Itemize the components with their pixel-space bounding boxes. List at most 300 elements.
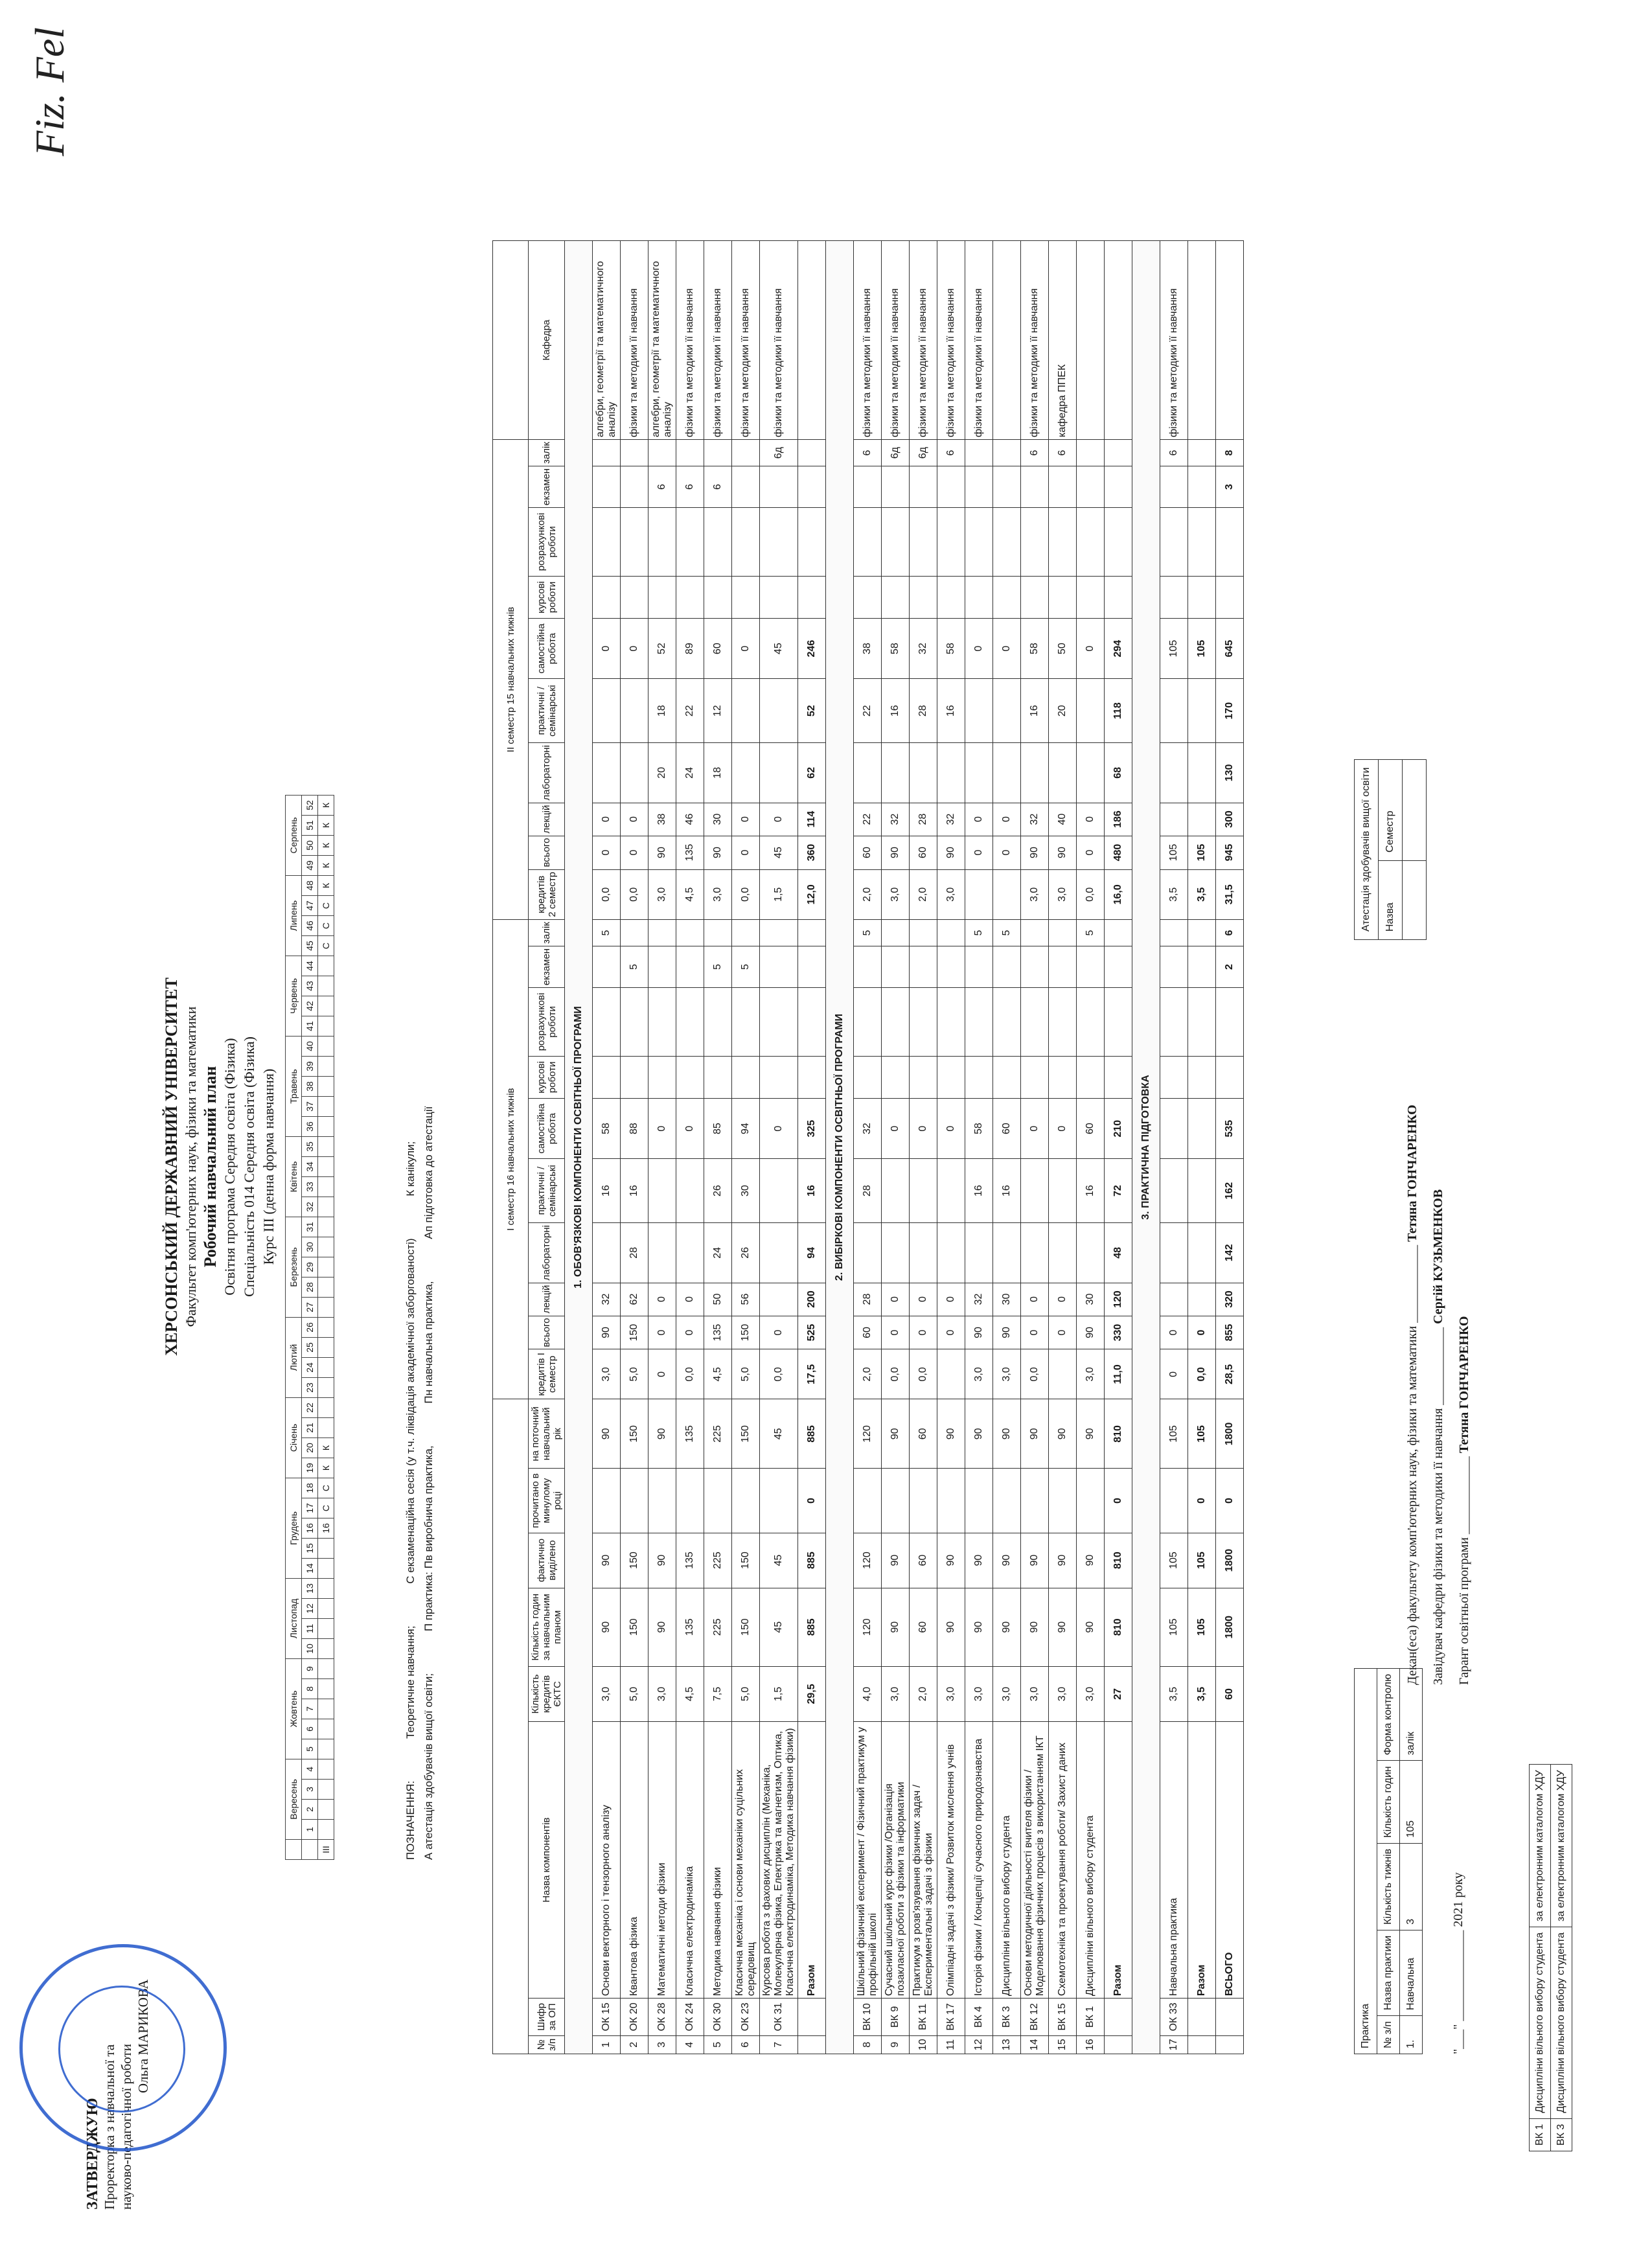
practice-cell: 1. <box>1400 2015 1423 2054</box>
table-cell: 1800 <box>1216 1533 1244 1588</box>
calendar-cell <box>318 956 334 976</box>
table-cell <box>910 743 937 803</box>
department: фізики та методики її навчання <box>965 241 993 440</box>
department: фізики та методики її навчання <box>1021 241 1049 440</box>
column-header: самостійна робота <box>529 1099 565 1159</box>
calendar-week: 5 <box>302 1739 318 1759</box>
table-cell: 0,0 <box>676 1349 704 1399</box>
table-cell <box>1216 2035 1244 2054</box>
table-cell: 28 <box>854 1283 882 1316</box>
table-cell: 3 <box>648 2035 676 2054</box>
calendar-cell <box>318 976 334 996</box>
table-cell: 90 <box>993 1533 1021 1588</box>
calendar-cell <box>318 1559 334 1579</box>
table-cell: 150 <box>732 1533 760 1588</box>
department: фізики та методики її навчання <box>1160 241 1188 440</box>
table-cell <box>648 988 676 1057</box>
calendar-cell <box>318 1077 334 1097</box>
table-cell <box>1077 988 1105 1057</box>
table-cell <box>1160 1469 1188 1533</box>
table-cell: 16 <box>621 1159 648 1223</box>
table-cell: 2 <box>621 2035 648 2054</box>
calendar-cell <box>318 1378 334 1398</box>
column-header: лекцій <box>529 1283 565 1316</box>
table-cell <box>732 576 760 618</box>
schedule-calendar <box>285 795 334 1860</box>
table-cell: 150 <box>621 1316 648 1349</box>
table-cell <box>1160 679 1188 743</box>
calendar-cell <box>318 1820 334 1840</box>
table-cell: 0 <box>993 803 1021 836</box>
calendar-cell <box>318 1418 334 1438</box>
table-cell: 3,0 <box>1049 869 1077 920</box>
table-cell: 45 <box>760 1533 798 1588</box>
table-cell <box>1188 576 1216 618</box>
table-cell: 9 <box>882 2035 910 2054</box>
calendar-week: 39 <box>302 1057 318 1077</box>
component-name: Разом <box>1188 1722 1216 1999</box>
table-cell <box>798 946 826 987</box>
header-blank <box>493 241 529 440</box>
table-cell: 0 <box>593 836 621 869</box>
table-cell: 89 <box>676 619 704 679</box>
approval-line-2: науково-педагогічної роботи <box>119 2044 134 2210</box>
head-title: Завідувач кафедри фізики та методики її навчання <box>1431 1408 1445 1685</box>
component-name: Схемотехніка та проектування роботи/ Захист даних <box>1049 1722 1077 1999</box>
table-cell <box>648 1159 676 1223</box>
calendar-month: Травень <box>286 1037 302 1137</box>
table-cell <box>854 743 882 803</box>
calendar-cell <box>318 1639 334 1659</box>
table-cell <box>1105 946 1132 987</box>
table-cell <box>621 466 648 507</box>
table-cell: 0 <box>760 1316 798 1349</box>
calendar-cell: К <box>318 856 334 876</box>
table-cell: 0 <box>1077 803 1105 836</box>
handwritten-note: Fiz. Fel <box>27 27 73 156</box>
column-header: курсові роботи <box>529 576 565 618</box>
table-cell <box>937 920 965 946</box>
department: фізики та методики її навчання <box>732 241 760 440</box>
calendar-week: 28 <box>302 1277 318 1298</box>
calendar-week: 16 <box>302 1518 318 1539</box>
table-cell: 2,0 <box>910 1666 937 1721</box>
table-cell <box>1049 920 1077 946</box>
table-cell: 105 <box>1188 619 1216 679</box>
table-cell <box>732 508 760 577</box>
table-cell: 150 <box>621 1399 648 1469</box>
university-name: ХЕРСОНСЬКИЙ ДЕРЖАВНИЙ УНІВЕРСИТЕТ <box>162 978 181 1356</box>
approval-line-1: Проректорка з навчальної та <box>102 2044 117 2210</box>
table-cell: 325 <box>798 1099 826 1159</box>
elective-code: ВК 3 <box>1551 2118 1572 2151</box>
legend <box>402 1068 438 1860</box>
table-cell <box>760 946 798 987</box>
column-header: на поточний навчальний рік <box>529 1399 565 1469</box>
table-cell <box>1188 803 1216 836</box>
table-cell <box>1216 1056 1244 1098</box>
table-cell: 3,0 <box>965 1666 993 1721</box>
calendar-cell: К <box>318 1458 334 1478</box>
table-cell <box>676 1159 704 1223</box>
calendar-cell <box>318 1579 334 1599</box>
column-header: Шифр за ОП <box>529 1999 565 2035</box>
table-cell: 105 <box>1188 1533 1216 1588</box>
table-cell: 26 <box>732 1223 760 1283</box>
table-cell: 72 <box>1105 1159 1132 1223</box>
table-cell: 60 <box>1216 1666 1244 1721</box>
table-cell: 225 <box>704 1399 732 1469</box>
table-cell: ВК 11 <box>910 1999 937 2035</box>
table-cell: 68 <box>1105 743 1132 803</box>
component-name: Квантова фізика <box>621 1722 648 1999</box>
table-cell <box>854 1469 882 1533</box>
component-name: Дисципліни вільного вибору студента <box>993 1722 1021 1999</box>
calendar-week: 24 <box>302 1358 318 1378</box>
table-cell: 17,5 <box>798 1349 826 1399</box>
table-cell: 6 <box>1160 440 1188 466</box>
table-cell: ОК 23 <box>732 1999 760 2035</box>
table-cell <box>882 1223 910 1283</box>
table-cell <box>1049 508 1077 577</box>
calendar-month: Серпень <box>286 796 302 876</box>
table-cell: 0 <box>732 619 760 679</box>
table-cell: 18 <box>704 743 732 803</box>
table-cell: ВК 12 <box>1021 1999 1049 2035</box>
table-cell <box>1077 743 1105 803</box>
practice-cell: Навчальна <box>1400 1930 1423 2015</box>
table-cell: 38 <box>648 803 676 836</box>
table-cell <box>1105 1999 1132 2035</box>
table-cell: 105 <box>1160 1588 1188 1666</box>
department: фізики та методики її навчання <box>937 241 965 440</box>
table-cell: 3,0 <box>593 1349 621 1399</box>
table-cell: 0,0 <box>1188 1349 1216 1399</box>
column-header: Кількість кредитів ЄКТС <box>529 1666 565 1721</box>
table-cell: 0,0 <box>732 869 760 920</box>
calendar-cell <box>318 1398 334 1418</box>
table-cell <box>1049 1056 1077 1098</box>
column-header: курсові роботи <box>529 1056 565 1098</box>
component-name: Дисципліни вільного вибору студента <box>1077 1722 1105 1999</box>
table-cell <box>1188 508 1216 577</box>
table-cell: 885 <box>798 1588 826 1666</box>
table-cell <box>937 743 965 803</box>
table-cell <box>676 1223 704 1283</box>
table-cell: ОК 15 <box>593 1999 621 2035</box>
table-cell: 0 <box>760 803 798 836</box>
table-cell: 0 <box>648 1316 676 1349</box>
table-cell <box>1021 920 1049 946</box>
calendar-cell <box>318 1719 334 1739</box>
table-cell <box>882 920 910 946</box>
table-cell: 12 <box>965 2035 993 2054</box>
table-cell: 3,5 <box>1160 869 1188 920</box>
table-cell: 120 <box>854 1533 882 1588</box>
table-cell <box>993 508 1021 577</box>
table-cell <box>1188 988 1216 1057</box>
table-cell: 4,5 <box>704 1349 732 1399</box>
table-cell: 1 <box>593 2035 621 2054</box>
table-cell <box>593 576 621 618</box>
table-cell <box>593 946 621 987</box>
table-cell: 90 <box>937 1533 965 1588</box>
table-cell: 3,0 <box>1077 1349 1105 1399</box>
table-cell <box>676 508 704 577</box>
section-title: 2. ВИБІРКОВІ КОМПОНЕНТИ ОСВІТНЬОЇ ПРОГРАМИ <box>826 241 854 2054</box>
table-cell <box>676 988 704 1057</box>
department: фізики та методики її навчання <box>621 241 648 440</box>
table-cell: 2,0 <box>854 1349 882 1399</box>
specialty-name: Спеціальність 014 Середня освіта (Фізика) <box>241 1037 257 1297</box>
calendar-cell <box>318 1318 334 1338</box>
calendar-week: 17 <box>302 1498 318 1518</box>
table-cell: 885 <box>798 1399 826 1469</box>
calendar-week: 48 <box>302 876 318 896</box>
practice-header: Назва практики <box>1377 1930 1400 2015</box>
table-cell: 32 <box>854 1099 882 1159</box>
table-cell <box>937 946 965 987</box>
column-header: всього <box>529 1316 565 1349</box>
table-cell <box>910 988 937 1057</box>
table-cell <box>704 920 732 946</box>
table-cell <box>1077 440 1105 466</box>
table-cell <box>882 743 910 803</box>
table-cell: 90 <box>965 1399 993 1469</box>
table-cell: 60 <box>993 1099 1021 1159</box>
table-cell <box>1105 988 1132 1057</box>
department <box>798 241 826 440</box>
table-cell: 0 <box>993 619 1021 679</box>
table-cell: 120 <box>1105 1283 1132 1316</box>
table-cell: 32 <box>937 803 965 836</box>
table-cell: 26 <box>704 1159 732 1223</box>
table-cell <box>1216 1999 1244 2035</box>
component-name: Шкільний фізичний експеримент / Фізичний практикум у профільній школі <box>854 1722 882 1999</box>
calendar-cell: С <box>318 916 334 936</box>
calendar-cell <box>318 1137 334 1157</box>
table-cell: 20 <box>648 743 676 803</box>
calendar-week: 32 <box>302 1197 318 1217</box>
component-name: Курсова робота з фахових дисциплін (Механіка, Молекулярна фізика, Електрика та магнетизм, Оптика, Класична електродинаміка, Методика навчання фізики) <box>760 1722 798 1999</box>
calendar-week: 42 <box>302 996 318 1016</box>
table-cell: 30 <box>993 1283 1021 1316</box>
calendar-week: 8 <box>302 1679 318 1699</box>
table-cell: 11,0 <box>1105 1349 1132 1399</box>
column-header: лабораторні <box>529 743 565 803</box>
table-cell: 32 <box>965 1283 993 1316</box>
calendar-week: 41 <box>302 1016 318 1037</box>
table-cell: 5,0 <box>621 1349 648 1399</box>
table-cell: 0 <box>1160 1316 1188 1349</box>
table-cell: 58 <box>593 1099 621 1159</box>
document-heading <box>162 778 279 1555</box>
table-cell <box>621 988 648 1057</box>
table-cell: 0 <box>965 836 993 869</box>
column-header: екзамен <box>529 466 565 507</box>
table-cell: 90 <box>882 1399 910 1469</box>
table-cell <box>882 946 910 987</box>
table-cell: ВК 1 <box>1077 1999 1105 2035</box>
calendar-cell <box>318 1016 334 1037</box>
table-cell <box>798 466 826 507</box>
table-cell <box>621 1469 648 1533</box>
elective-note: за електронним каталогом ХДУ <box>1551 1765 1572 1927</box>
table-cell: 135 <box>676 1533 704 1588</box>
department: фізики та методики її навчання <box>882 241 910 440</box>
table-cell: 135 <box>676 836 704 869</box>
table-cell: 0 <box>798 1469 826 1533</box>
table-cell <box>1188 1056 1216 1098</box>
table-cell <box>621 1056 648 1098</box>
table-cell <box>854 988 882 1057</box>
table-cell: 645 <box>1216 619 1244 679</box>
dean-title: Декан(еса) факультету комп'ютерних наук, фізики та математики <box>1405 1325 1419 1685</box>
table-cell: 3,0 <box>993 1666 1021 1721</box>
table-cell: 0,0 <box>1077 869 1105 920</box>
column-header: № з/п <box>529 2035 565 2054</box>
table-cell: 3,0 <box>937 869 965 920</box>
calendar-week: 27 <box>302 1298 318 1318</box>
table-cell: 8 <box>1216 440 1244 466</box>
table-cell <box>621 440 648 466</box>
table-cell <box>937 988 965 1057</box>
practice-cell: залік <box>1400 1669 1423 1761</box>
table-cell: 90 <box>993 1316 1021 1349</box>
calendar-cell <box>318 1117 334 1137</box>
table-cell <box>1021 1056 1049 1098</box>
table-cell: 60 <box>854 1316 882 1349</box>
table-cell: 6 <box>704 466 732 507</box>
table-cell <box>882 576 910 618</box>
table-cell: 60 <box>1077 1099 1105 1159</box>
table-cell <box>910 1223 937 1283</box>
table-cell <box>882 1159 910 1223</box>
table-cell: 210 <box>1105 1099 1132 1159</box>
table-cell <box>1077 1056 1105 1098</box>
calendar-week: 2 <box>302 1800 318 1820</box>
table-cell: 90 <box>1049 836 1077 869</box>
table-cell: 0 <box>621 619 648 679</box>
table-cell <box>937 1223 965 1283</box>
table-cell: 320 <box>1216 1283 1244 1316</box>
table-cell: 1800 <box>1216 1399 1244 1469</box>
column-header: кредитів I семестр <box>529 1349 565 1399</box>
table-cell <box>1160 1159 1188 1223</box>
table-cell <box>882 508 910 577</box>
table-cell: 46 <box>676 803 704 836</box>
table-cell <box>732 1056 760 1098</box>
table-cell: 5,0 <box>621 1666 648 1721</box>
table-cell <box>621 743 648 803</box>
table-cell: 24 <box>704 1223 732 1283</box>
component-name: Практикум з розв'язування фізичних задач / Експериментальні задачі з фізики <box>910 1722 937 1999</box>
table-cell <box>1105 508 1132 577</box>
semester-2-header: II семестр 15 навчальних тижнів <box>493 440 529 920</box>
plan-title: Робочий навчальний план <box>201 1066 220 1268</box>
table-cell <box>1049 946 1077 987</box>
table-cell <box>1021 1223 1049 1283</box>
table-cell: 0 <box>1105 1469 1132 1533</box>
table-cell: 0 <box>760 1099 798 1159</box>
table-cell: 0 <box>1188 1469 1216 1533</box>
table-cell <box>1049 1469 1077 1533</box>
calendar-week: 40 <box>302 1037 318 1057</box>
table-cell: 90 <box>937 836 965 869</box>
table-cell: 5,0 <box>732 1349 760 1399</box>
calendar-week: 35 <box>302 1137 318 1157</box>
calendar-month: Липень <box>286 876 302 956</box>
legend-item: А атестація здобувачів вищої освіти; <box>422 1673 435 1860</box>
table-cell <box>732 1469 760 1533</box>
table-cell <box>965 946 993 987</box>
table-cell: 0 <box>882 1316 910 1349</box>
table-cell: 90 <box>882 836 910 869</box>
table-cell <box>593 743 621 803</box>
table-cell <box>854 1056 882 1098</box>
table-cell <box>937 1056 965 1098</box>
calendar-week: 15 <box>302 1539 318 1559</box>
table-cell: 0 <box>732 803 760 836</box>
table-cell: 200 <box>798 1283 826 1316</box>
table-cell: 30 <box>1077 1283 1105 1316</box>
calendar-week: 25 <box>302 1338 318 1358</box>
table-cell: 0 <box>1021 1283 1049 1316</box>
table-cell: 32 <box>1021 803 1049 836</box>
table-cell: 45 <box>760 836 798 869</box>
table-cell: 28 <box>621 1223 648 1283</box>
calendar-week: 1 <box>302 1820 318 1840</box>
attestation-title: Атестація здобувачів вищої освіти <box>1355 759 1379 939</box>
table-cell: 18 <box>648 679 676 743</box>
calendar-cell: С <box>318 1498 334 1518</box>
attestation-cell <box>1403 861 1427 940</box>
table-cell <box>854 1223 882 1283</box>
calendar-week: 9 <box>302 1659 318 1679</box>
table-cell <box>882 1056 910 1098</box>
table-cell: 5 <box>704 2035 732 2054</box>
table-cell: 29,5 <box>798 1666 826 1721</box>
calendar-week: 45 <box>302 936 318 956</box>
table-cell <box>1049 1159 1077 1223</box>
table-cell: 810 <box>1105 1588 1132 1666</box>
table-cell <box>760 1469 798 1533</box>
component-name: Сучасний шкільний курс фізики /Організація позакласної роботи з фізики та інформатики <box>882 1722 910 1999</box>
calendar-week: 49 <box>302 856 318 876</box>
table-cell <box>704 1056 732 1098</box>
table-cell: 0 <box>676 1099 704 1159</box>
table-cell: 1,5 <box>760 869 798 920</box>
calendar-cell <box>318 1097 334 1117</box>
table-cell: 8 <box>854 2035 882 2054</box>
table-cell: 480 <box>1105 836 1132 869</box>
table-cell: 225 <box>704 1588 732 1666</box>
table-cell: 60 <box>910 836 937 869</box>
table-cell: 3,0 <box>937 1666 965 1721</box>
table-cell <box>937 1159 965 1223</box>
table-cell <box>1160 1099 1188 1159</box>
calendar-week: 21 <box>302 1418 318 1438</box>
calendar-week: 36 <box>302 1117 318 1137</box>
calendar-cell <box>318 1237 334 1257</box>
table-cell: 40 <box>1049 803 1077 836</box>
table-cell <box>854 946 882 987</box>
calendar-week: 4 <box>302 1759 318 1780</box>
table-cell <box>1188 440 1216 466</box>
table-cell <box>965 576 993 618</box>
table-cell: 810 <box>1105 1533 1132 1588</box>
calendar-week: 10 <box>302 1639 318 1659</box>
